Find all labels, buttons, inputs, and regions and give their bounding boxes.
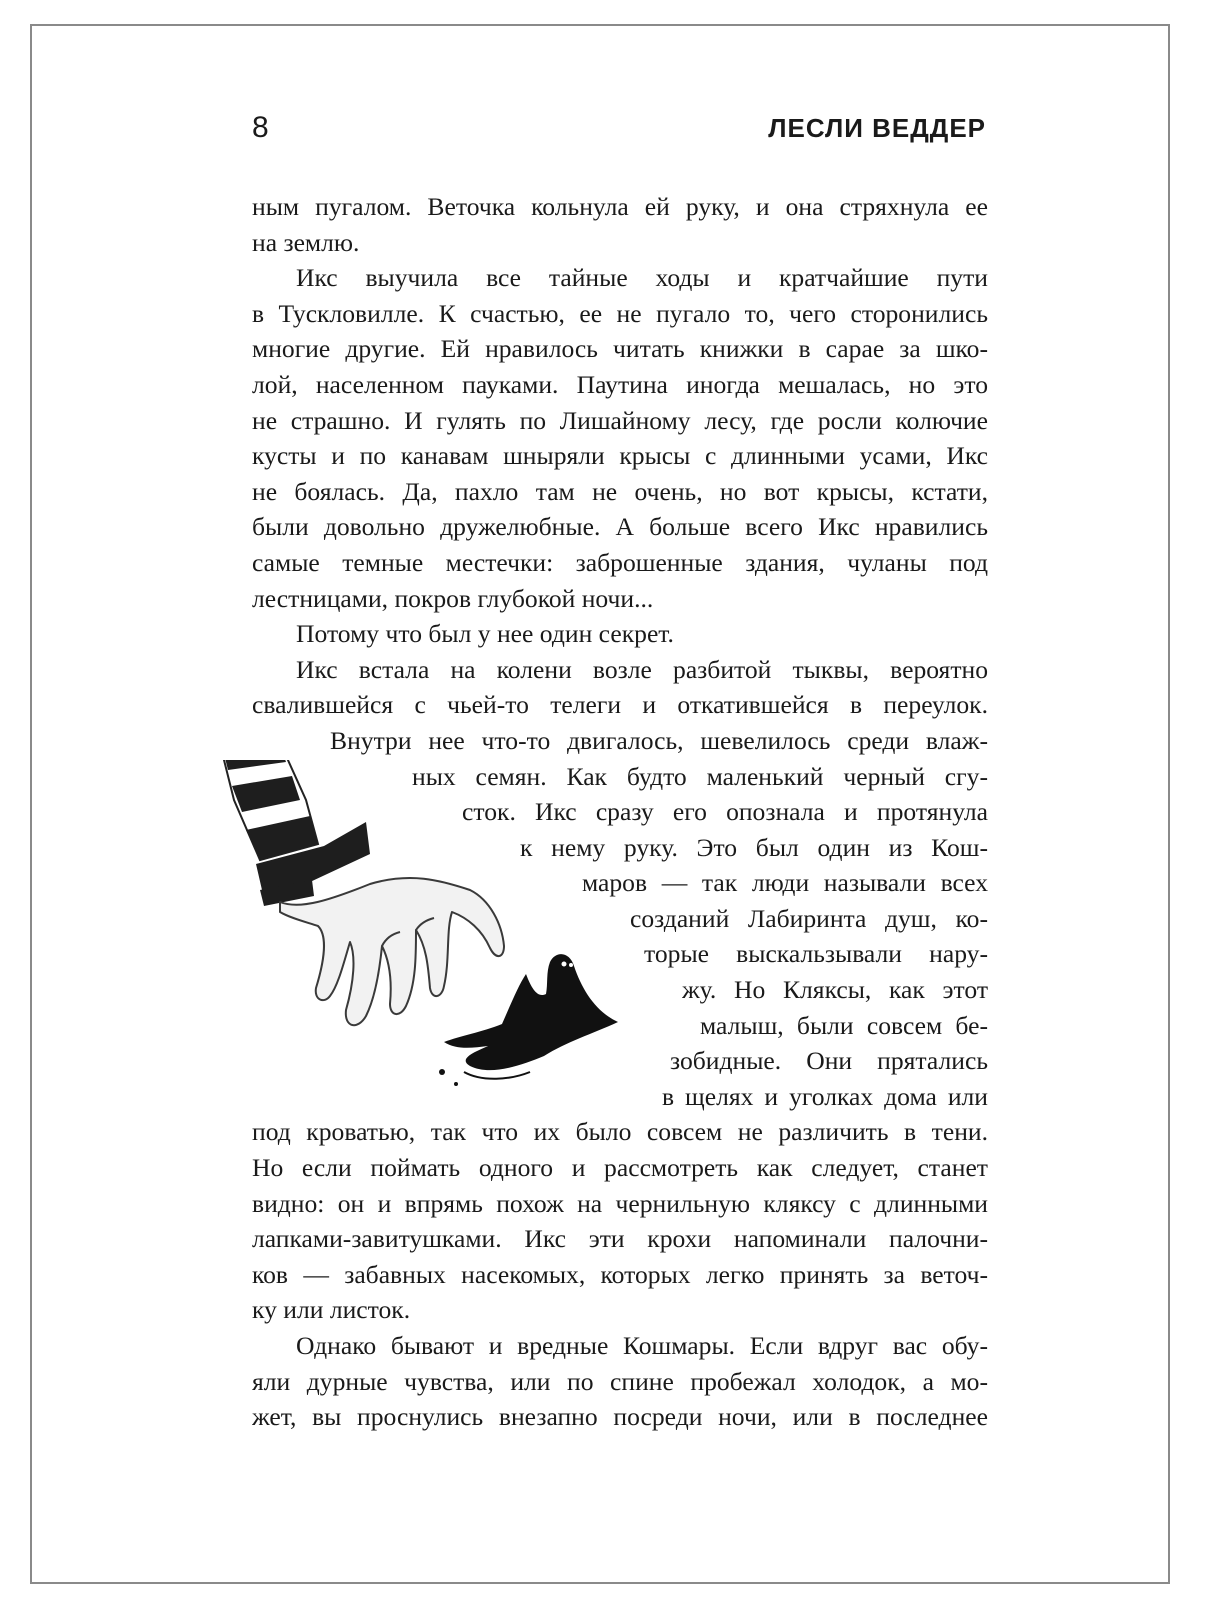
text-line: жу. Но Кляксы, как этот: [682, 975, 988, 1005]
text-line: лапками-завитушками. Икс эти крохи напоминали палочни-: [252, 1224, 988, 1254]
text-line: многие другие. Ей нравилось читать книжки в сарае за шко-: [252, 334, 988, 364]
text-line: ным пугалом. Веточка кольнула ей руку, и она стряхнула ее: [252, 192, 988, 221]
running-head-author: ЛЕСЛИ ВЕДДЕР: [768, 113, 986, 143]
text-line: Внутри нее что-то двигалось, шевелилось среди влаж-: [330, 725, 988, 755]
text-line: сток. Икс сразу его опознала и протянула: [462, 797, 988, 827]
text-line: зобидные. Они прятались: [670, 1046, 988, 1076]
text-line: лой, населенном пауками. Паутина иногда мешалась, но это: [252, 369, 988, 399]
text-line: торые выскальзывали нару-: [644, 939, 988, 969]
text-line: не страшно. И гулять по Лишайному лесу, где росли колючие: [252, 405, 988, 435]
body-text: [252, 189, 988, 1435]
text-line: Однако бывают и вредные Кошмары. Если вдруг вас обу-: [296, 1331, 988, 1360]
text-line: ку или листок.: [252, 1295, 411, 1325]
text-line: были довольно дружелюбные. А больше всего Икс нравились: [252, 512, 988, 542]
text-line: под кроватью, так что их было совсем не различить в тени.: [252, 1117, 988, 1147]
text-line: кусты и по канавам шныряли крысы с длинными усами, Икс: [252, 441, 988, 471]
text-line: в щелях и уголках дома или: [662, 1081, 988, 1111]
text-line: в Тускловилле. К счастью, ее не пугало то, чего сторонились: [252, 298, 988, 328]
text-line: на землю.: [252, 227, 360, 257]
text-line: Икс выучила все тайные ходы и кратчайшие пути: [296, 263, 988, 293]
text-line: малыш, были совсем бе-: [700, 1010, 988, 1040]
text-line: жет, вы проснулись внезапно посреди ночи, или в последнее: [252, 1402, 988, 1432]
text-line: Икс встала на колени возле разбитой тыквы, вероятно: [296, 654, 988, 684]
text-line: ных семян. Как будто маленький черный сгу-: [412, 761, 988, 791]
text-line: свалившейся с чьей-то телеги и откатившейся в переулок.: [252, 690, 988, 720]
text-line: к нему руку. Это был один из Кош-: [520, 832, 988, 862]
text-line: яли дурные чувства, или по спине пробежал холодок, а мо-: [252, 1366, 988, 1396]
text-line: видно: он и впрямь похож на чернильную кляксу с длинными: [252, 1188, 988, 1218]
text-line: ков — забавных насекомых, которых легко принять за веточ-: [252, 1259, 988, 1289]
text-line: созданий Лабиринта душ, ко-: [630, 903, 988, 933]
text-line: лестницами, покров глубокой ночи...: [252, 583, 654, 613]
page-number: 8: [252, 111, 269, 144]
text-line: Но если поймать одного и рассмотреть как следует, станет: [252, 1153, 988, 1183]
text-line: маров — так люди называли всех: [582, 868, 988, 898]
text-line: самые темные местечки: заброшенные здания, чуланы под: [252, 547, 988, 577]
text-line: не боялась. Да, пахло там не очень, но вот крысы, кстати,: [252, 476, 988, 506]
text-line: Потому что был у нее один секрет.: [296, 619, 674, 649]
